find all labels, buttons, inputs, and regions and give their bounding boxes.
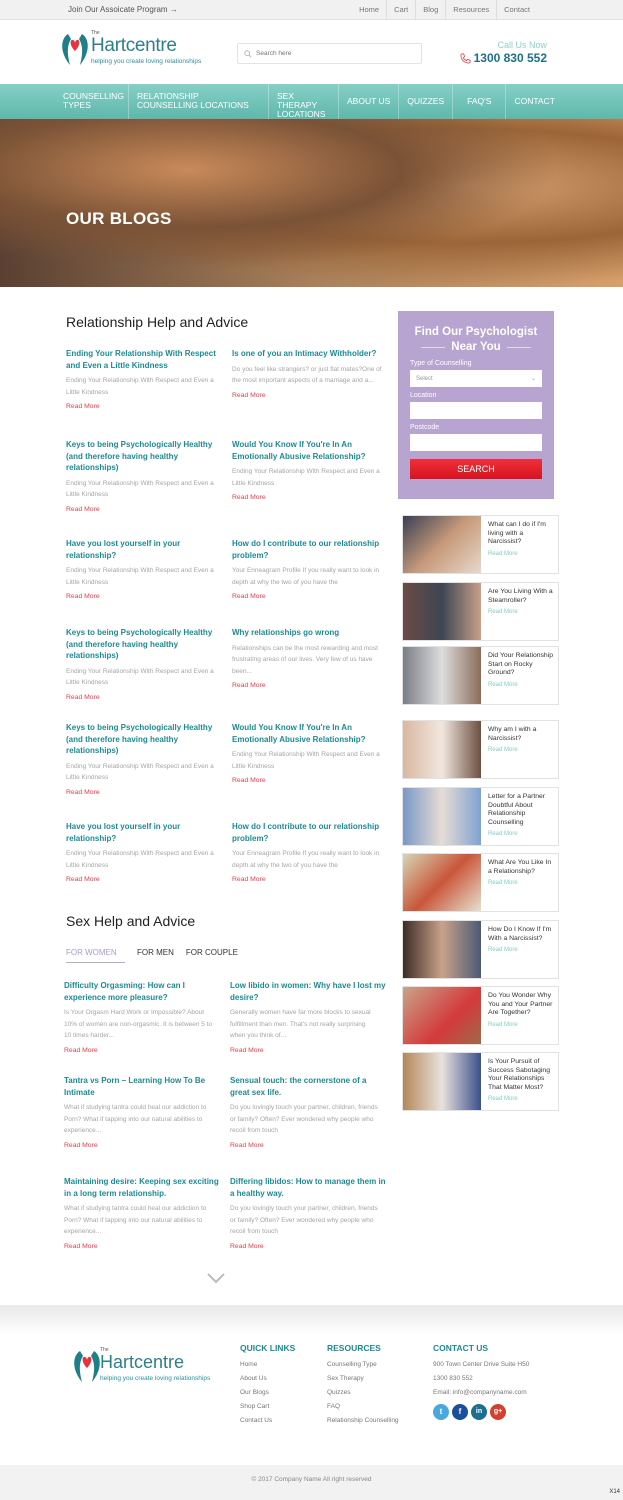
blog-title[interactable]: Ending Your Relationship With Respect and Even a Little Kindness	[66, 349, 216, 370]
tab-for-couple[interactable]: FOR COUPLE	[185, 948, 238, 957]
blog-title[interactable]: How do I contribute to our relationship problem?	[232, 539, 380, 560]
footer-link-blogs[interactable]: Our Blogs	[240, 1389, 269, 1396]
post-title[interactable]: Letter for a Partner Doubtful About Relationship Counselling	[488, 793, 546, 826]
post-thumbnail[interactable]	[403, 921, 481, 978]
blog-excerpt: Ending Your Relationship With Respect and Even a Little Kindness	[66, 377, 214, 396]
sex-section-title: Sex Help and Advice	[66, 913, 196, 929]
blog-item	[230, 1176, 384, 1271]
top-link-contact[interactable]: Contact	[496, 0, 537, 20]
footer-logo[interactable]	[72, 1348, 232, 1388]
blog-excerpt: What if studying tantra could heal our addiction to Porn? What if tapping into our natural abilities to experience...	[64, 1205, 207, 1235]
blog-title[interactable]: Would You Know If You're In An Emotionally Abusive Relationship?	[232, 440, 366, 461]
chevron-down-icon[interactable]	[206, 1272, 226, 1284]
top-link-resources[interactable]: Resources	[445, 0, 496, 20]
post-title[interactable]: Do You Wonder Why You and Your Partner Are Together?	[488, 992, 553, 1016]
heart-hands-icon	[60, 31, 90, 69]
sex-blog-grid	[64, 980, 384, 1271]
search-icon	[244, 50, 252, 58]
footer-brand-the: The	[100, 1347, 109, 1353]
read-more-link[interactable]: Read More	[488, 947, 518, 953]
footer-link-faq[interactable]: FAQ	[327, 1403, 341, 1410]
blog-title[interactable]: Is one of you an Intimacy Withholder?	[232, 349, 377, 358]
relationship-blog-grid	[66, 348, 386, 911]
blog-excerpt: Ending Your Relationship With Respect and Even a Little Kindness	[66, 567, 214, 586]
sidebar-post-card[interactable]	[402, 582, 559, 641]
heart-hands-icon	[72, 1348, 102, 1386]
google-plus-icon[interactable]: g+	[490, 1404, 506, 1420]
read-more-link[interactable]: Read More	[232, 593, 266, 600]
blog-title[interactable]: Keys to being Psychologically Healthy (and therefore having healthy relationships)	[66, 723, 213, 755]
post-thumbnail[interactable]	[403, 647, 481, 704]
phone-number: 1300 830 552	[473, 51, 547, 65]
blog-title[interactable]: Keys to being Psychologically Healthy (and therefore having healthy relationships)	[66, 440, 213, 472]
blog-title[interactable]: Differing libidos: How to manage them in a healthy way.	[230, 1177, 386, 1198]
read-more-link[interactable]: Read More	[488, 681, 518, 688]
main-nav	[0, 84, 623, 119]
chevron-down-icon: ⌄	[530, 376, 536, 382]
post-title[interactable]: Why am I with a Narcissist?	[488, 726, 537, 742]
linkedin-icon[interactable]: in	[471, 1404, 487, 1420]
post-title[interactable]: What Are You Like In a Relationship?	[488, 859, 552, 875]
blog-excerpt: Ending Your Relationship With Respect and Even a Little Kindness	[66, 667, 214, 686]
read-more-link[interactable]: Read More	[66, 593, 100, 600]
blog-item	[230, 980, 384, 1075]
read-more-link[interactable]: Read More	[230, 1141, 264, 1149]
blog-item	[232, 722, 386, 821]
read-more-link[interactable]: Read More	[230, 1046, 264, 1054]
tab-for-men[interactable]: FOR MEN	[137, 948, 174, 957]
nav-faqs[interactable]: FAQ'S	[453, 84, 506, 119]
top-link-cart[interactable]: Cart	[386, 0, 415, 20]
nav-quizzes[interactable]: QUIZZES	[399, 84, 453, 119]
blog-excerpt: Ending Your Relationship With Respect and Even a Little Kindness	[66, 762, 214, 781]
read-more-link[interactable]: Read More	[232, 876, 266, 883]
blog-item	[64, 980, 230, 1075]
sidebar-post-card[interactable]	[402, 646, 559, 705]
contact-info	[433, 1343, 529, 1420]
blog-item	[66, 722, 232, 821]
read-more-link[interactable]: Read More	[66, 505, 100, 513]
counselling-type-select[interactable]: Select ⌄	[410, 370, 542, 387]
top-link-home[interactable]: Home	[359, 5, 380, 14]
brand-the: The	[91, 30, 100, 36]
nav-relationship-locations[interactable]: RELATIONSHIP COUNSELLING LOCATIONS	[129, 84, 269, 119]
social-links	[433, 1404, 529, 1420]
top-links	[352, 0, 537, 20]
postcode-label: Postcode	[410, 424, 440, 431]
blog-item	[66, 348, 232, 439]
post-title[interactable]: What can I do if I'm living with a Narcissist?	[488, 521, 546, 545]
resources-links	[327, 1343, 399, 1428]
blog-excerpt: Do you feel like strangers? or just flat mates?One of the most important aspects of a marriage and a...	[232, 365, 382, 384]
read-more-link[interactable]: Read More	[488, 550, 518, 557]
header-phone[interactable]	[460, 52, 547, 65]
sidebar-post-card[interactable]	[402, 1052, 559, 1111]
finder-subtitle: Near You	[410, 340, 542, 355]
post-thumbnail[interactable]	[403, 854, 481, 911]
footer-email[interactable]: Email: info@companyname.com	[433, 1389, 527, 1396]
blog-item	[66, 627, 232, 722]
blog-excerpt: Is Your Orgasm Hard Work or Impossible? About 10% of women are non-orgasmic. It is between 5 to 10 times harder...	[64, 1009, 213, 1039]
search-button[interactable]: SEARCH	[410, 459, 542, 479]
blog-title[interactable]: Have you lost yourself in your relationship?	[66, 539, 181, 560]
footer-phone: 1300 830 552	[433, 1375, 473, 1382]
footer-link-cart[interactable]: Shop Cart	[240, 1403, 270, 1410]
post-title[interactable]: How Do I Know If I'm With a Narcissist?	[488, 926, 552, 942]
copyright-bar	[0, 1465, 623, 1500]
read-more-link[interactable]: Read More	[64, 1046, 98, 1054]
blog-title[interactable]: Tantra vs Porn – Learning How To Be Intimate	[64, 1076, 206, 1097]
sidebar-post-card[interactable]	[402, 853, 559, 912]
hero-title: OUR BLOGS	[66, 209, 172, 228]
hero-banner	[0, 119, 623, 287]
location-input[interactable]	[410, 402, 542, 419]
blog-excerpt: Do you lovingly touch your partner, children, friends or family? Often? Ever wondered why people who recoil from touch	[230, 1104, 378, 1134]
blog-excerpt: Ending Your Relationship With Respect and Even a Little Kindness	[232, 468, 380, 487]
top-bar	[0, 0, 623, 20]
blog-title[interactable]: Would You Know If You're In An Emotionally Abusive Relationship?	[232, 723, 366, 744]
post-title[interactable]: Is Your Pursuit of Success Sabotaging Your Relationships That Matter Most?	[488, 1058, 550, 1091]
resources-title: RESOURCES	[327, 1343, 381, 1353]
read-more-link[interactable]: Read More	[232, 777, 266, 784]
read-more-link[interactable]: Read More	[64, 1141, 98, 1149]
blog-item	[232, 348, 386, 439]
postcode-input[interactable]	[410, 434, 542, 451]
blog-title[interactable]: Why relationships go wrong	[232, 628, 340, 637]
footer-link-home[interactable]: Home	[240, 1361, 258, 1368]
read-more-link[interactable]: Read More	[488, 831, 518, 837]
search-input[interactable]	[256, 50, 406, 57]
post-thumbnail[interactable]	[403, 1053, 481, 1110]
blog-excerpt: Ending Your Relationship With Respect and Even a Little Kindness	[66, 850, 214, 869]
sidebar-post-card[interactable]	[402, 515, 559, 574]
quick-links-title: QUICK LINKS	[240, 1343, 296, 1353]
read-more-link[interactable]: Read More	[232, 682, 266, 689]
brand-tagline: helping you create loving relationships	[91, 58, 202, 65]
blog-excerpt: Relationships can be the most rewarding and most frustrating areas of our lives. Very few of us have been...	[232, 644, 378, 675]
footer-brand-name: Hartcentre	[100, 1352, 185, 1372]
search-box[interactable]	[237, 43, 422, 64]
brand-name: Hartcentre	[91, 35, 177, 56]
blog-item	[232, 821, 386, 911]
blog-excerpt: Do you lovingly touch your partner, children, friends or family? Often? Ever wondered why people who recoil from touch	[230, 1205, 378, 1235]
blog-item	[64, 1075, 230, 1176]
read-more-link[interactable]: Read More	[230, 1242, 264, 1250]
call-us-label: Call Us Now	[497, 40, 547, 50]
blog-title[interactable]: Have you lost yourself in your relationship?	[66, 822, 181, 843]
read-more-link[interactable]: Read More	[64, 1242, 98, 1250]
read-more-link[interactable]: Read More	[488, 1021, 518, 1028]
blog-item	[66, 538, 232, 627]
blog-title[interactable]: How do I contribute to our relationship problem?	[232, 822, 380, 843]
type-label: Type of Counselling	[410, 360, 472, 367]
footer-link-counselling-type[interactable]: Counselling Type	[327, 1361, 377, 1368]
blog-item	[64, 1176, 230, 1271]
blog-excerpt: Generally women have far more blocks to sexual fulfillment than men. That's not really surprising when you think of...	[230, 1009, 371, 1039]
nav-contact[interactable]: CONTACT	[514, 96, 555, 106]
location-label: Location	[410, 392, 437, 399]
read-more-link[interactable]: Read More	[488, 609, 518, 615]
nav-about-us[interactable]: ABOUT US	[339, 84, 399, 119]
sidebar-post-card[interactable]	[402, 920, 559, 979]
sidebar-post-card[interactable]	[402, 986, 559, 1045]
copyright: © 2017 Company Name All right reserved	[251, 1476, 372, 1483]
blog-title[interactable]: Keys to being Psychologically Healthy (and therefore having healthy relationships)	[66, 628, 213, 660]
footer-link-about[interactable]: About Us	[240, 1375, 267, 1382]
blog-title[interactable]: Low libido in women: Why have I lost my desire?	[230, 981, 386, 1002]
read-more-link[interactable]: Read More	[66, 788, 100, 796]
read-more-link[interactable]: Read More	[232, 391, 266, 399]
associate-program-link[interactable]: Join Our Assoicate Program →	[68, 5, 178, 14]
address: 900 Town Center Drive Suite H50	[433, 1361, 530, 1368]
tab-for-women[interactable]: FOR WOMEN	[66, 946, 125, 963]
read-more-link[interactable]: Read More	[488, 880, 518, 886]
blog-item	[230, 1075, 384, 1176]
read-more-link[interactable]: Read More	[488, 747, 518, 753]
contact-title: CONTACT US	[433, 1343, 489, 1353]
blog-item	[232, 538, 386, 627]
blog-item	[66, 439, 232, 538]
footer-brand-tagline: helping you create loving relationships	[100, 1375, 211, 1382]
nav-sex-therapy-locations[interactable]: SEX THERAPY LOCATIONS	[269, 84, 339, 119]
post-thumbnail[interactable]	[403, 583, 481, 640]
read-more-link[interactable]: Read More	[488, 1096, 518, 1102]
relationship-section-title: Relationship Help and Advice	[66, 314, 249, 330]
blog-item	[232, 439, 386, 538]
footer-link-contact[interactable]: Contact Us	[240, 1417, 273, 1424]
blog-excerpt: Your Enneagram Profile If you really want to look in depth at why the two of you have the	[232, 567, 380, 586]
post-thumbnail[interactable]	[403, 788, 481, 845]
blog-title[interactable]: Difficulty Orgasming: How can I experience more pleasure?	[64, 981, 185, 1002]
blog-excerpt: Ending Your Relationship With Respect and Even a Little Kindness	[232, 751, 380, 770]
facebook-icon[interactable]: f	[452, 1404, 468, 1420]
footer-link-sex-therapy[interactable]: Sex Therapy	[327, 1375, 364, 1382]
read-more-link[interactable]: Read More	[66, 876, 100, 883]
blog-item	[66, 821, 232, 911]
post-title[interactable]: Did Your Relationship Start on Rocky Ground?	[488, 652, 553, 676]
read-more-link[interactable]: Read More	[66, 403, 100, 410]
twitter-icon[interactable]: t	[433, 1404, 449, 1420]
post-thumbnail[interactable]	[403, 987, 481, 1044]
blog-excerpt: Ending Your Relationship With Respect and Even a Little Kindness	[66, 479, 214, 498]
footer-link-relationship-counselling[interactable]: Relationship Counselling	[327, 1417, 399, 1424]
post-title[interactable]: Are You Living With a Steamroller?	[488, 588, 553, 604]
top-link-blog[interactable]: Blog	[415, 0, 445, 20]
blog-item	[232, 627, 386, 722]
footer-link-quizzes[interactable]: Quizzes	[327, 1389, 351, 1396]
post-thumbnail[interactable]	[403, 516, 481, 573]
blog-title[interactable]: Sensual touch: the cornerstone of a great sex life.	[230, 1076, 367, 1097]
read-more-link[interactable]: Read More	[66, 693, 100, 701]
corner-label: X14	[609, 1489, 620, 1495]
blog-excerpt: What if studying tantra could heal our addiction to Porn? What if tapping into our natural abilities to experience...	[64, 1104, 207, 1134]
post-thumbnail[interactable]	[403, 721, 481, 778]
quick-links	[240, 1343, 295, 1428]
find-psychologist-form	[398, 311, 554, 499]
sidebar-post-card[interactable]	[402, 720, 559, 779]
blog-excerpt: Your Enneagram Profile If you really want to look in depth at why the two of you have the	[232, 850, 380, 869]
blog-title[interactable]: Maintaining desire: Keeping sex exciting in a long term relationship.	[64, 1177, 219, 1198]
read-more-link[interactable]: Read More	[232, 494, 266, 501]
nav-counselling-types[interactable]: COUNSELLING TYPES	[55, 84, 129, 119]
footer-shade	[0, 1305, 623, 1335]
finder-title: Find Our Psychologist	[414, 326, 538, 338]
logo[interactable]	[60, 31, 230, 71]
phone-icon	[460, 53, 471, 64]
sex-tabs	[66, 946, 238, 963]
sidebar-post-card[interactable]	[402, 787, 559, 846]
